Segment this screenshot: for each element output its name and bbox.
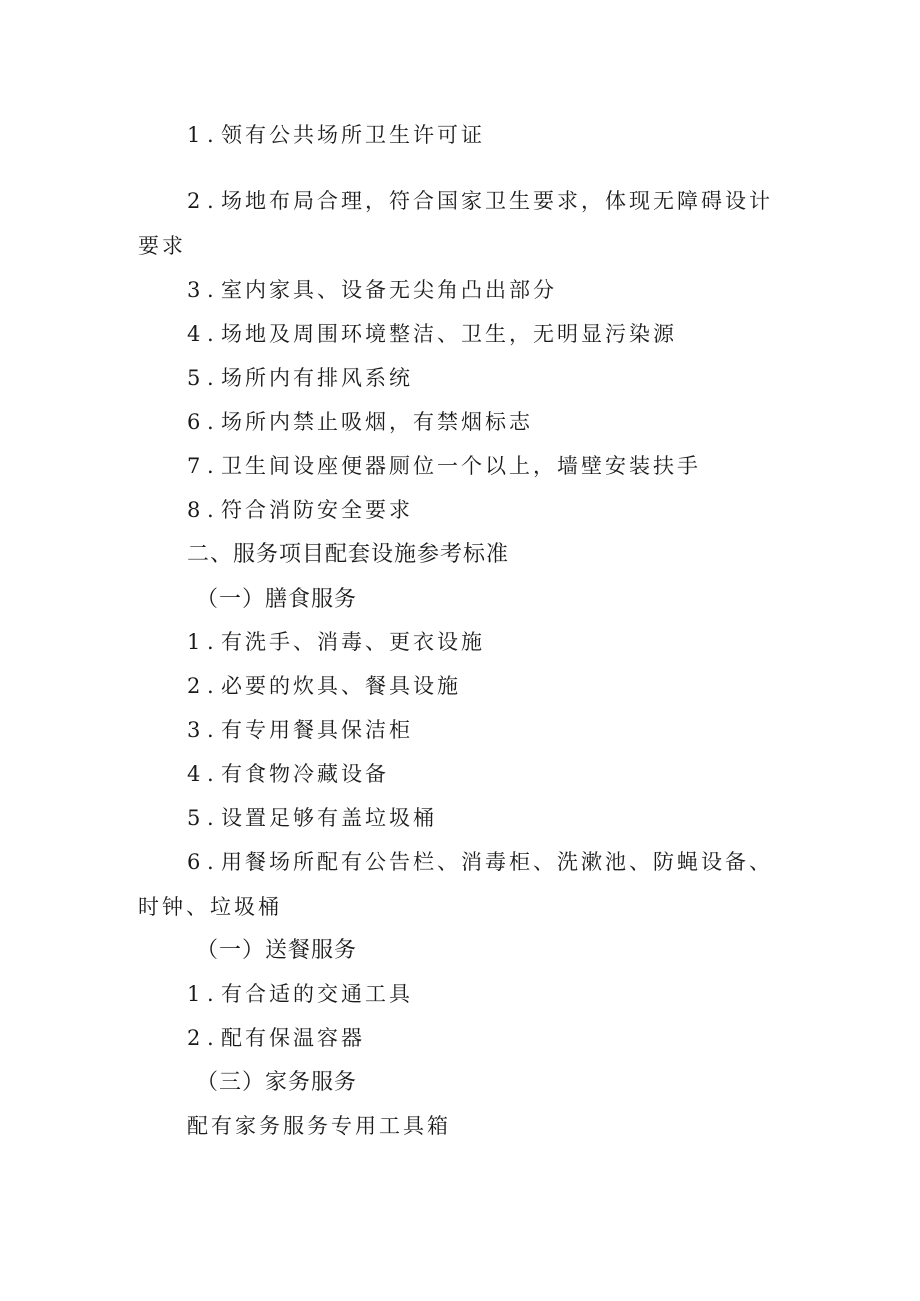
list-item: 2 . 必要的炊具、餐具设施 — [187, 674, 461, 698]
list-item: 6 . 用餐场所配有公告栏、消毒柜、洗漱池、防蝇设备、 — [187, 850, 773, 874]
list-item: 5 . 设置足够有盖垃圾桶 — [187, 806, 437, 830]
list-item: 7 . 卫生间设座便器厕位一个以上，墙壁安装扶手 — [187, 454, 701, 478]
list-item: 5 . 场所内有排风系统 — [187, 366, 413, 390]
paragraph: 配有家务服务专用工具箱 — [187, 1114, 451, 1138]
list-item-continuation: 要求 — [138, 234, 186, 258]
subsection-heading: （一）膳食服务 — [196, 587, 358, 612]
list-item: 4 . 场地及周围环境整洁、卫生，无明显污染源 — [187, 322, 677, 346]
list-item: 3 . 有专用餐具保洁柜 — [187, 718, 413, 742]
list-item: 1 . 有合适的交通工具 — [187, 982, 413, 1006]
list-item: 3 . 室内家具、设备无尖角凸出部分 — [187, 278, 557, 302]
subsection-heading: （三）家务服务 — [196, 1070, 358, 1095]
list-item: 6 . 场所内禁止吸烟，有禁烟标志 — [187, 410, 533, 434]
list-item-continuation: 时钟、垃圾桶 — [138, 895, 282, 919]
list-item: 1 . 有洗手、消毒、更衣设施 — [187, 630, 485, 654]
list-item: 8 . 符合消防安全要求 — [187, 498, 413, 522]
list-item: 4 . 有食物冷藏设备 — [187, 762, 389, 786]
list-item: 2 . 场地布局合理，符合国家卫生要求，体现无障碍设计 — [187, 189, 773, 213]
list-item: 1 . 领有公共场所卫生许可证 — [187, 123, 485, 147]
section-heading: 二、服务项目配套设施参考标准 — [187, 542, 510, 567]
list-item: 2 . 配有保温容器 — [187, 1026, 365, 1050]
subsection-heading: （一）送餐服务 — [196, 938, 358, 963]
